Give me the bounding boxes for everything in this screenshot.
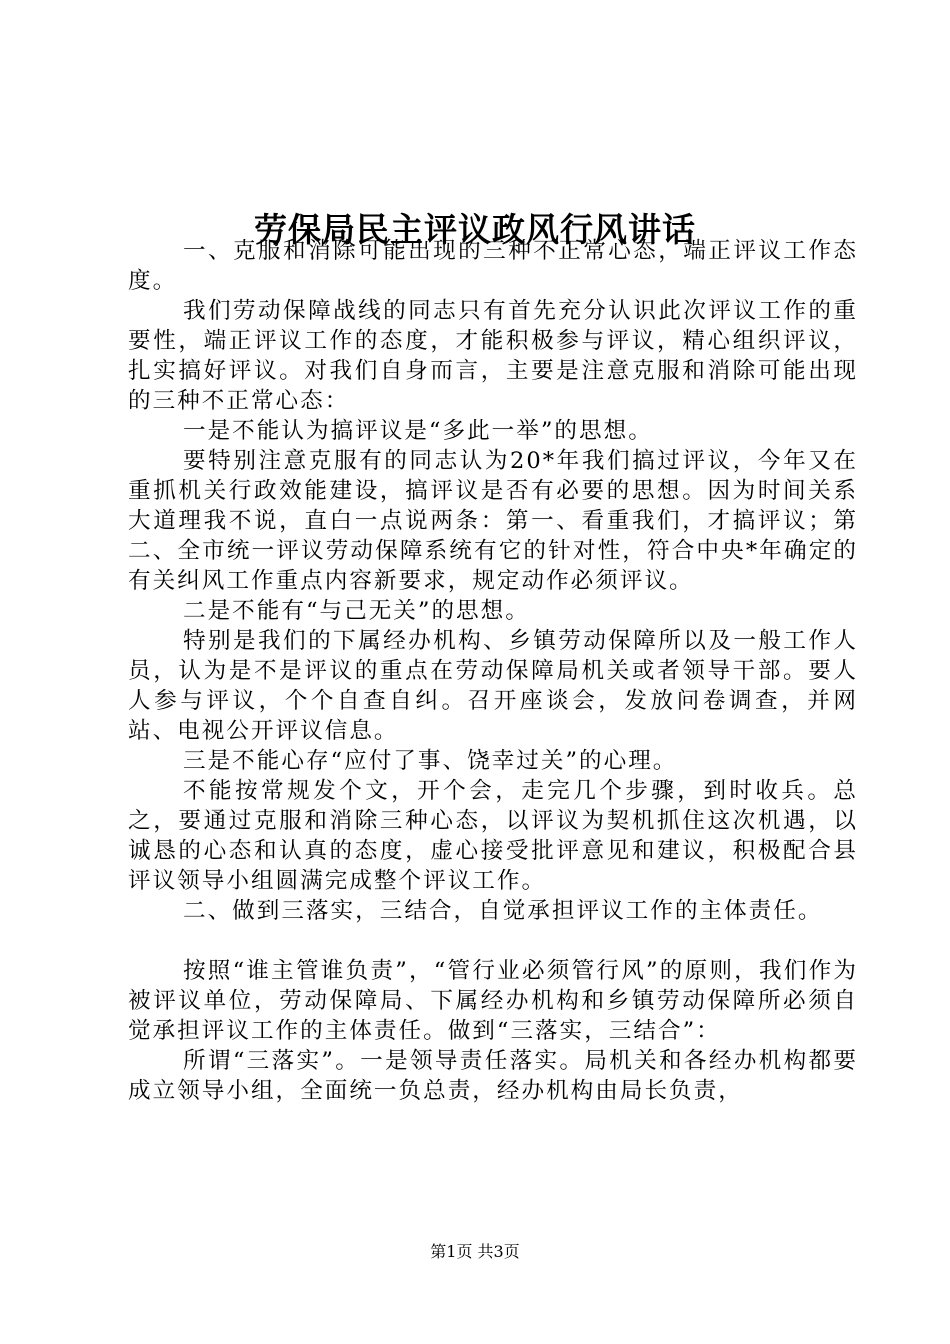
paragraph-section-one-heading: 一、克服和消除可能出现的三种不正常心态，端正评议工作态度。 bbox=[128, 238, 858, 294]
paragraph: 三是不能心存“应付了事、饶幸过关”的心理。 bbox=[183, 748, 678, 774]
page-total: 共3页 bbox=[477, 1242, 520, 1261]
paragraph-section-two-heading: 二、做到三落实，三结合，自觉承担评议工作的主体责任。 bbox=[183, 898, 823, 924]
paragraph: 我们劳动保障战线的同志只有首先充分认识此次评议工作的重要性，端正评议工作的态度，才能积极参与评议，精心组织评议，扎实搞好评议。对我们自身而言，主要是注意克服和消除可能出现的三种不正常心态： bbox=[128, 298, 858, 414]
paragraph: 一是不能认为搞评议是“多此一举”的思想。 bbox=[183, 418, 653, 444]
document-title: 劳保局民主评议政风行风讲话 bbox=[254, 210, 696, 250]
paragraph: 所谓“三落实”。一是领导责任落实。局机关和各经办机构都要成立领导小组，全面统一负总责，经办机构由局长负责， bbox=[128, 1048, 858, 1104]
paragraph: 二是不能有“与己无关”的思想。 bbox=[183, 598, 530, 624]
paragraph: 按照“谁主管谁负责”，“管行业必须管行风”的原则，我们作为被评议单位，劳动保障局、下属经办机构和乡镇劳动保障所必须自觉承担评议工作的主体责任。做到“三落实，三结合”： bbox=[128, 958, 858, 1044]
page-footer bbox=[0, 1241, 950, 1263]
page-number: 第1页 bbox=[430, 1242, 473, 1261]
paragraph: 特别是我们的下属经办机构、乡镇劳动保障所以及一般工作人员，认为是不是评议的重点在劳动保障局机关或者领导干部。要人人参与评议，个个自查自纠。召开座谈会，发放问卷调查，并网站、电视公开评议信息。 bbox=[128, 628, 858, 744]
document-body bbox=[128, 236, 858, 1106]
paragraph: 不能按常规发个文，开个会，走完几个步骤，到时收兵。总之，要通过克服和消除三种心态，以评议为契机抓住这次机遇，以诚恳的心态和认真的态度，虚心接受批评意见和建议，积极配合县评议领导小组圆满完成整个评议工作。 bbox=[128, 778, 858, 894]
paragraph: 要特别注意克服有的同志认为20*年我们搞过评议，今年又在重抓机关行政效能建设，搞评议是否有必要的思想。因为时间关系大道理我不说，直白一点说两条：第一、看重我们，才搞评议；第二、全市统一评议劳动保障系统有它的针对性，符合中央*年确定的有关纠风工作重点内容新要求，规定动作必须评议。 bbox=[128, 448, 858, 594]
